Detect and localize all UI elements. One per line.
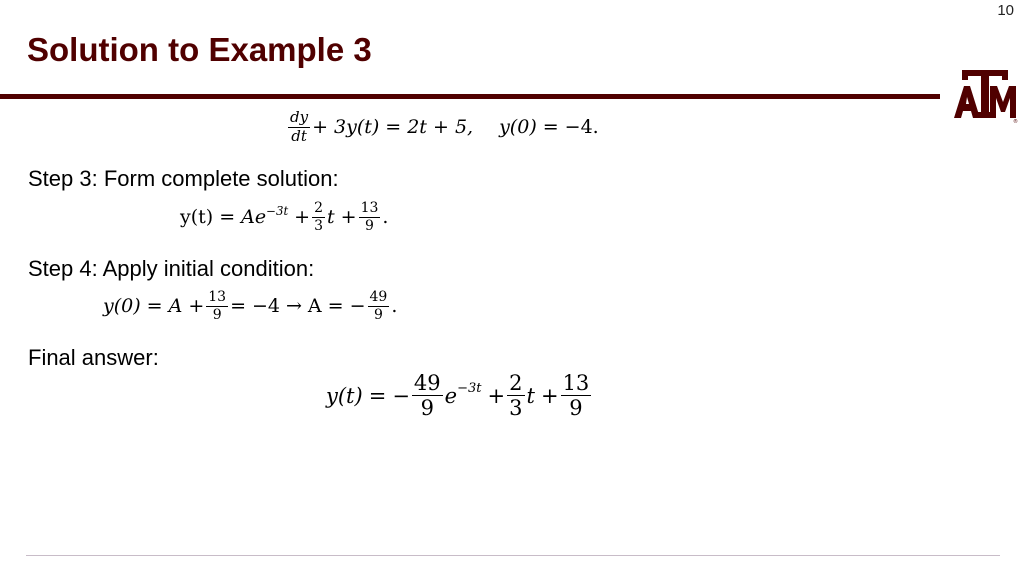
fraction-thirteen-ninths: $\frac{13}{9}$: [360, 200, 379, 234]
step4-equation: y(0) = A + $\frac{13}{9}$ = −4 → A = − $\frac{49}{9}$ .: [103, 289, 398, 323]
fraction-fortynine-ninths: $\frac{49}{9}$: [369, 289, 388, 323]
svg-text:®: ®: [1013, 119, 1018, 124]
final-answer-label: Final answer:: [28, 345, 159, 370]
derivative-fraction: $\frac{dy}{dt}$: [290, 108, 309, 145]
step4-label: Step 4: Apply initial condition:: [28, 256, 315, 281]
fraction-two-thirds: $\frac{2}{3}$: [509, 371, 523, 421]
page-number: 10: [997, 2, 1014, 19]
university-logo-icon: [952, 68, 1018, 124]
given-equation: $\frac{dy}{dt}$ + 3y(t) = 2t + 5, y(0) = −4.: [290, 108, 599, 145]
fraction-thirteen-ninths: $\frac{13}{9}$: [208, 289, 227, 323]
fraction-thirteen-ninths: $\frac{13}{9}$: [562, 371, 590, 421]
slide-title: Solution to Example 3: [27, 31, 372, 68]
final-equation: y(t) = − $\frac{49}{9}$ e −3t + $\frac{2}{3}$ t + $\frac{13}{9}$: [326, 371, 590, 421]
footer-rule: [26, 555, 1000, 556]
fraction-fortynine-ninths: $\frac{49}{9}$: [413, 371, 441, 421]
fraction-two-thirds: $\frac{2}{3}$: [314, 200, 324, 234]
step3-equation: y(t) = Ae −3t + $\frac{2}{3}$ t + $\frac{13}{9}$ .: [180, 200, 389, 234]
step3-label: Step 3: Form complete solution:: [28, 166, 339, 191]
title-rule: [0, 94, 940, 99]
